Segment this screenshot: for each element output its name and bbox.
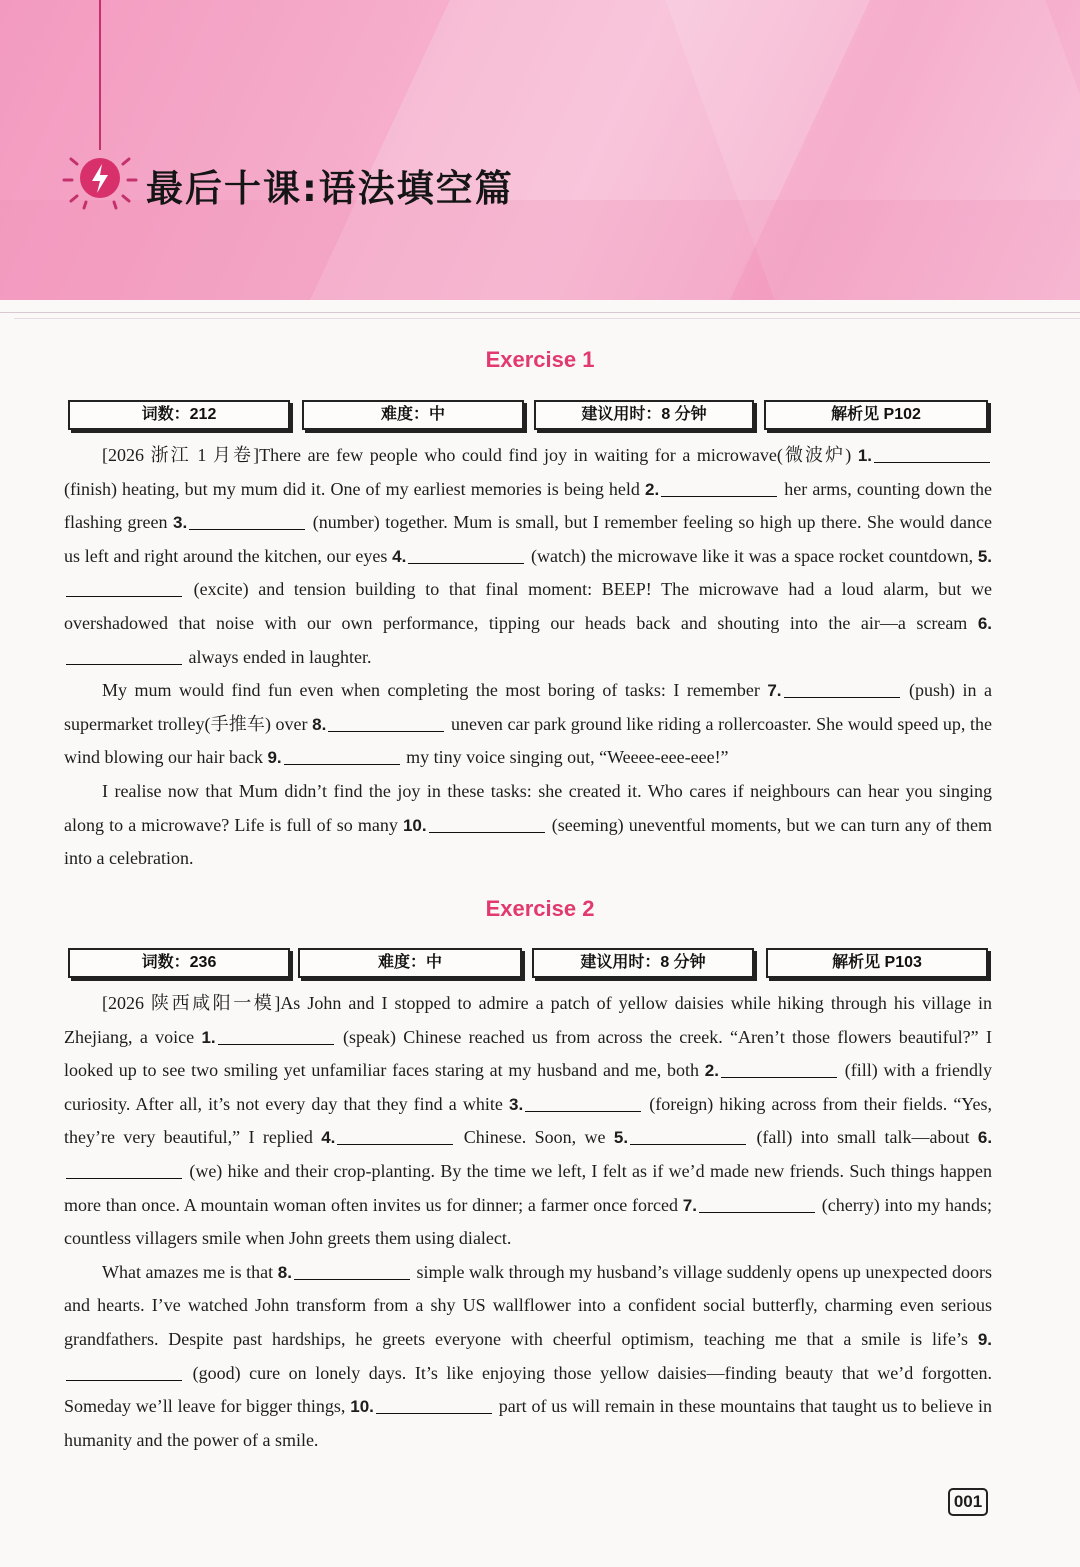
answer-blank[interactable] [294, 1259, 410, 1280]
word-count: 词数：212 [68, 400, 290, 430]
passage-text: simple walk through my husband’s village suddenly opens up unexpected doors and hearts. I’ve watched John transform from a shy US wallflower into a confident social butterfly, charming even serious grandfathers. Despite past hardships, he greets everyone with cheerful optimism, teaching me that a smile is life’s [64, 1261, 992, 1349]
answer-reference: 解析见 P103 [766, 948, 988, 978]
blank-number: 7. [767, 681, 782, 701]
blank-number: 1. [201, 1027, 216, 1047]
blank-number: 9. [977, 1329, 992, 1349]
answer-blank[interactable] [630, 1124, 746, 1145]
passage-text: (good) cure on lonely days. It’s like enjoying those yellow daisies—finding beauty that we’d forgotten. Someday we’ll leave for bigger things, [64, 1362, 993, 1417]
paragraph [64, 439, 992, 674]
passage-text: Chinese. Soon, we [463, 1127, 606, 1148]
blank-number: 1. [857, 446, 873, 465]
answer-blank[interactable] [699, 1192, 815, 1213]
source-tag: [2026 浙江 1 月卷] [102, 445, 260, 465]
passage-text: (speak) Chinese reached us from across the creek. “Aren’t those flowers beautiful?” I looked up to see two smiling yet unfamiliar faces staring at my husband and me, both [64, 1026, 992, 1081]
answer-blank[interactable] [376, 1393, 492, 1414]
passage-text: always ended in laughter. [188, 646, 372, 667]
passage-text: (fall) into small talk—about [756, 1127, 970, 1148]
blank-number: 6. [977, 1128, 993, 1148]
answer-blank[interactable] [525, 1091, 641, 1112]
passage-text: (seeming) uneventful moments, but we can turn any of them into a celebration. [64, 814, 993, 869]
blank-number: 5. [977, 546, 993, 566]
exercise-1-title: Exercise 1 [485, 347, 595, 372]
blank-number: 7. [682, 1195, 697, 1215]
blank-number: 5. [613, 1128, 629, 1148]
source-tag: [2026 陕西咸阳一模] [102, 993, 281, 1013]
paragraph [64, 674, 992, 775]
blank-number: 10. [350, 1397, 374, 1417]
difficulty: 难度：中 [298, 948, 522, 978]
blank-number: 6. [977, 613, 993, 633]
answer-blank[interactable] [66, 644, 182, 665]
blank-number: 2. [645, 479, 660, 499]
answer-blank[interactable] [784, 677, 900, 698]
exercise-1-passage [64, 439, 992, 876]
blank-number: 3. [173, 513, 188, 533]
blank-number: 10. [402, 815, 427, 835]
answer-blank[interactable] [337, 1124, 453, 1145]
passage-text: (foreign) hiking across from their fields. “Yes, they’re very beautiful,” I replied [64, 1093, 992, 1148]
blank-number: 3. [508, 1094, 524, 1114]
blank-number: 2. [704, 1061, 719, 1081]
passage-text: part of us will remain in these mountains that taught us to believe in humanity and the power of a smile. [64, 1396, 993, 1450]
passage-text: (watch) the microwave like it was a space rocket countdown, [531, 545, 974, 566]
answer-blank[interactable] [66, 576, 182, 597]
paragraph [64, 775, 992, 876]
answer-blank[interactable] [66, 1158, 182, 1179]
passage-text: (we) hike and their crop-planting. By the time we left, I felt as if we’d made new friends. Such things happen more than once. A mountain woman often invites us for dinner; a farmer once forced [64, 1160, 993, 1215]
banner-facet [0, 200, 1080, 300]
answer-blank[interactable] [429, 812, 545, 833]
answer-blank[interactable] [661, 476, 777, 497]
passage-text: I realise now that Mum didn’t find the joy in these tasks: she created it. Who cares if neighbours can hear you singing along to a microwave? Life is full of so many [64, 780, 992, 835]
word-count: 词数：236 [68, 948, 290, 978]
divider [0, 312, 1080, 313]
suggested-time: 建议用时：8 分钟 [532, 948, 754, 978]
paragraph [64, 1256, 992, 1458]
blank-number: 8. [312, 714, 327, 734]
answer-blank[interactable] [408, 543, 524, 564]
passage-text: My mum would find fun even when completing the most boring of tasks: I remember [102, 680, 760, 701]
passage-text: (excite) and tension building to that final moment: BEEP! The microwave had a loud alarm, but we overshadowed that noise with our own performance, tipping our heads back and shouting into the air—a scream [64, 579, 993, 633]
passage-text: What amazes me is that [102, 1261, 274, 1282]
passage-text: her arms, counting down the flashing green [64, 478, 993, 533]
answer-blank[interactable] [66, 1360, 182, 1381]
answer-reference: 解析见 P102 [764, 400, 988, 430]
page-title: 最后十课:语法填空篇 [146, 167, 514, 210]
divider [14, 318, 1080, 319]
passage-text: my tiny voice singing out, “Weeee-eee-eee!” [406, 747, 729, 768]
exercise-1-info [66, 400, 990, 432]
paragraph [64, 987, 992, 1256]
page-number: 001 [948, 1488, 988, 1516]
lightbulb-icon [62, 150, 138, 212]
answer-blank[interactable] [218, 1024, 334, 1045]
exercise-2-title: Exercise 2 [485, 896, 595, 921]
suggested-time: 建议用时：8 分钟 [534, 400, 754, 430]
passage-text: (push) in a supermarket trolley(手推车) over [64, 680, 993, 734]
passage-text: (number) together. Mum is small, but I remember feeling so high up there. She would dance us left and right around the kitchen, our eyes [64, 512, 993, 566]
answer-blank[interactable] [284, 744, 400, 765]
passage-text: (cherry) into my hands; countless villagers smile when John greets them using dialect. [64, 1194, 992, 1249]
answer-blank[interactable] [328, 711, 444, 732]
difficulty: 难度：中 [302, 400, 524, 430]
passage-text: (fill) with a friendly curiosity. After all, it’s not every day that they find a white [64, 1060, 992, 1114]
answer-blank[interactable] [721, 1057, 837, 1078]
blank-number: 8. [277, 1262, 292, 1282]
blank-number: 4. [392, 546, 407, 566]
passage-text: (finish) heating, but my mum did it. One of my earliest memories is being held [64, 478, 640, 499]
answer-blank[interactable] [189, 509, 305, 530]
answer-blank[interactable] [874, 442, 990, 463]
blank-number: 4. [321, 1128, 336, 1148]
passage-text: uneven car park ground like riding a rollercoaster. She would speed up, the wind blowing our hair back [64, 713, 993, 768]
exercise-2-info [66, 948, 990, 980]
exercise-2-passage [64, 987, 992, 1457]
blank-number: 9. [267, 748, 282, 768]
header-banner [0, 0, 1080, 300]
passage-text: There are few people who could find joy in waiting for a microwave(微波炉) [259, 445, 852, 465]
bulb-cord [99, 0, 101, 150]
passage-text: As John and I stopped to admire a patch of yellow daisies while hiking through his village in Zhejiang, a voice [64, 993, 992, 1047]
